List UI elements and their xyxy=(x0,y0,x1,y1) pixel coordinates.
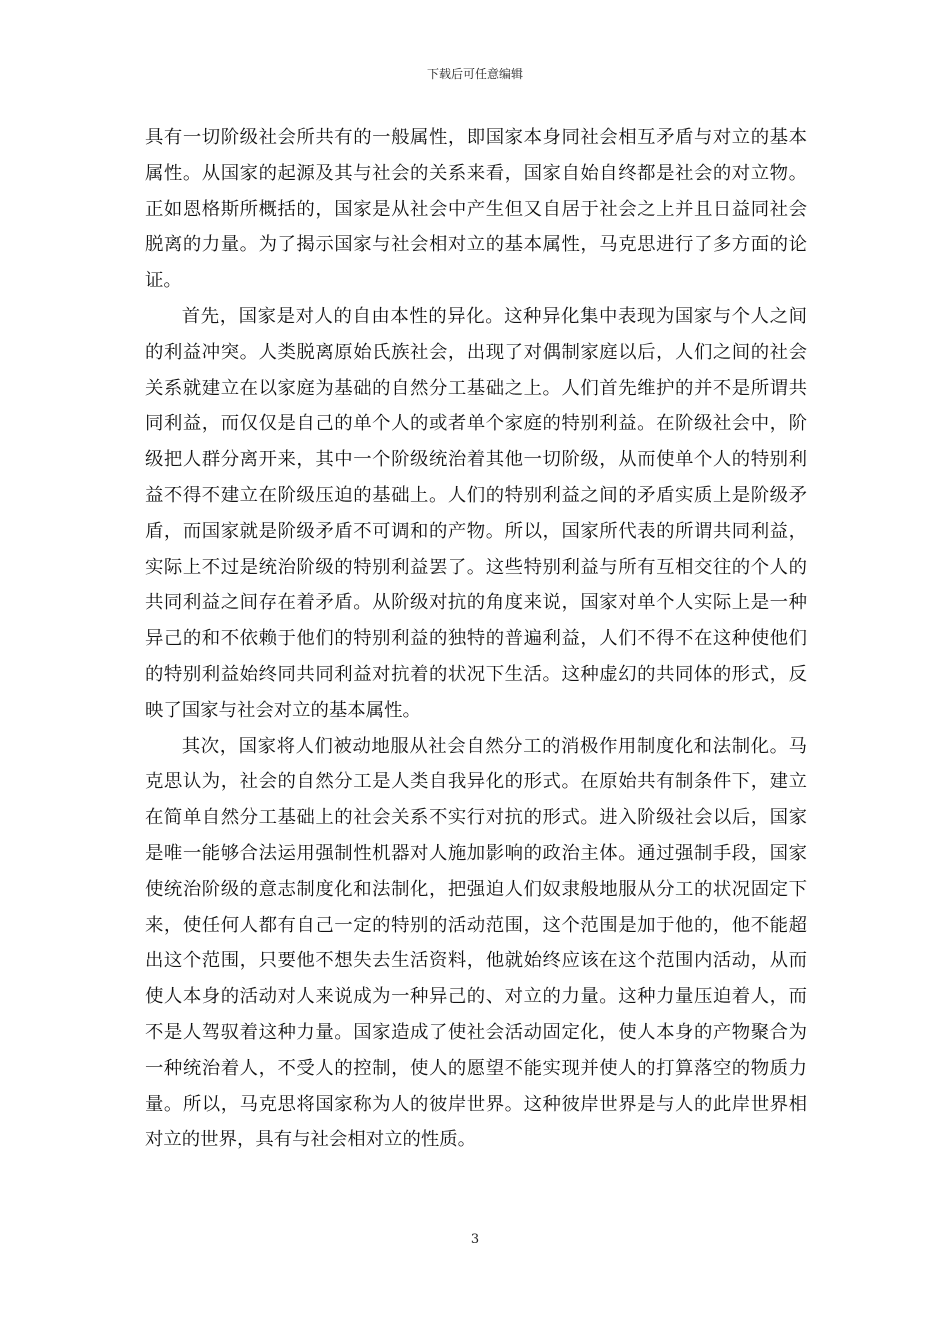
document-body xyxy=(145,120,807,1158)
paragraph-first-point: 首先，国家是对人的自由本性的异化。这种异化集中表现为国家与个人之间的利益冲突。人类脱离原始氏族社会，出现了对偶制家庭以后，人们之间的社会关系就建立在以家庭为基础的自然分工基础之上。人们首先维护的并不是所谓共同利益，而仅仅是自己的单个人的或者单个家庭的特别利益。在阶级社会中，阶级把人群分离开来，其中一个阶级统治着其他一切阶级，从而使单个人的特别利益不得不建立在阶级压迫的基础上。人们的特别利益之间的矛盾实质上是阶级矛盾，而国家就是阶级矛盾不可调和的产物。所以，国家所代表的所谓共同利益，实际上不过是统治阶级的特别利益罢了。这些特别利益与所有互相交往的个人的共同利益之间存在着矛盾。从阶级对抗的角度来说，国家对单个人实际上是一种异己的和不依赖于他们的特别利益的独特的普遍利益，人们不得不在这种使他们的特别利益始终同共同利益对抗着的状况下生活。这种虚幻的共同体的形式，反映了国家与社会对立的基本属性。 xyxy=(145,305,807,721)
page-header: 下载后可任意编辑 xyxy=(426,67,523,81)
paragraph-second-point: 其次，国家将人们被动地服从社会自然分工的消极作用制度化和法制化。马克思认为，社会的自然分工是人类自我异化的形式。在原始共有制条件下，建立在简单自然分工基础上的社会关系不实行对抗的形式。进入阶级社会以后，国家是唯一能够合法运用强制性机器对人施加影响的政治主体。通过强制手段，国家使统治阶级的意志制度化和法制化，把强迫人们奴隶般地服从分工的状况固定下来，使任何人都有自己一定的特别的活动范围，这个范围是加于他的，他不能超出这个范围，只要他不想失去生活资料，他就始终应该在这个范围内活动，从而使人本身的活动对人来说成为一种异己的、对立的力量。这种力量压迫着人，而不是人驾驭着这种力量。国家造成了使社会活动固定化，使人本身的产物聚合为一种统治着人，不受人的控制，使人的愿望不能实现并使人的打算落空的物质力量。所以，马克思将国家称为人的彼岸世界。这种彼岸世界是与人的此岸世界相对立的世界，具有与社会相对立的性质。 xyxy=(145,735,807,1151)
page-number: 3 xyxy=(470,1232,480,1247)
paragraph-continuation: 具有一切阶级社会所共有的一般属性，即国家本身同社会相互矛盾与对立的基本属性。从国家的起源及其与社会的关系来看，国家自始自终都是社会的对立物。正如恩格斯所概括的，国家是从社会中产生但又自居于社会之上并且日益同社会脱离的力量。为了揭示国家与社会相对立的基本属性，马克思进行了多方面的论证。 xyxy=(145,127,807,292)
